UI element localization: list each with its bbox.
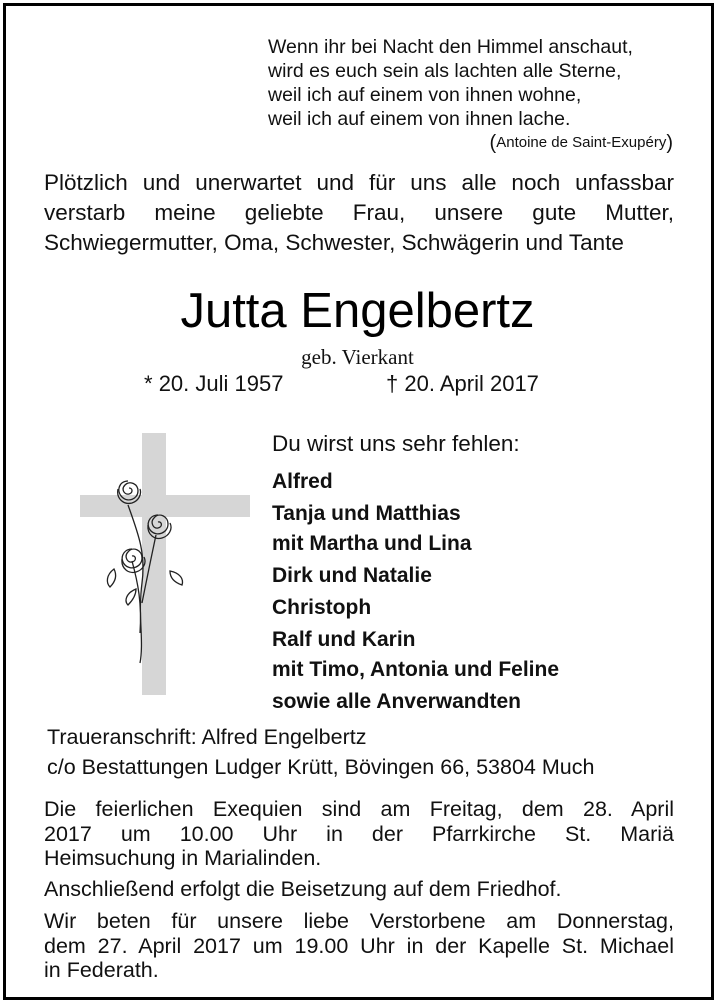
quote-line: Wenn ihr bei Nacht den Himmel anschaut, [268,36,633,58]
service-line: 2017 um 10.00 Uhr in der Pfarrkirche St. Mariä [44,821,674,846]
prayer-line: dem 27. April 2017 um 19.00 Uhr in der Kapelle St. Michael [44,933,674,958]
address-line: c/o Bestattungen Ludger Krütt, Bövingen 66, 53804 Much [47,755,595,779]
burial-paragraph [44,877,674,902]
prayer-paragraph [44,909,674,983]
service-line: Heimsuchung in Marialinden. [44,846,322,870]
quote-block [268,35,633,131]
burial-line: Anschließend erfolgt die Beisetzung auf dem Friedhof. [44,877,562,901]
mourner-name: Tanja und Matthias [272,502,461,525]
service-paragraph [44,797,674,871]
quote-line: weil ich auf einem von ihnen wohne, [268,84,582,106]
mourner-name: Ralf und Karin [272,628,416,651]
mourner-name: Christoph [272,596,372,619]
mourner-name: sowie alle Anverwandten [272,690,521,713]
mourners-heading: Du wirst uns sehr fehlen: [272,431,520,456]
quote-line: weil ich auf einem von ihnen lache. [268,108,571,130]
address-line: Traueranschrift: Alfred Engelbertz [47,725,367,749]
mourning-address [47,722,594,782]
quote-author: Antoine de Saint-Exupéry [496,134,667,151]
maiden-name: geb. Vierkant [301,345,414,369]
prayer-line: in Federath. [44,958,159,982]
death-date: 20. April 2017 [404,371,539,396]
mourner-name: Alfred [272,470,333,493]
quote-attribution: (Antoine de Saint-Exupéry) [489,132,673,154]
death-date-line [386,371,539,397]
quote-line: wird es euch sein als lachten alle Sterne, [268,60,622,82]
cross-with-roses-icon [80,433,250,695]
mourner-name: Dirk und Natalie [272,564,432,587]
intro-line: Schwiegermutter, Oma, Schwester, Schwägerin und Tante [44,230,624,255]
mourners-list [272,467,559,717]
intro-line: Plötzlich und unerwartet und für uns alle noch unfassbar [44,170,674,195]
intro-line: verstarb meine geliebte Frau, unsere gute Mutter, [44,200,674,225]
service-line: Die feierlichen Exequien sind am Freitag, dem 28. April [44,797,674,821]
death-symbol: † [386,371,399,396]
deceased-name: Jutta Engelbertz [180,284,535,338]
prayer-line: Wir beten für unsere liebe Verstorbene am Donnerstag, [44,909,674,933]
mourner-name: mit Timo, Antonia und Feline [272,658,559,681]
birth-date: 20. Juli 1957 [158,371,284,396]
birth-date-line [144,371,283,397]
birth-symbol: * [144,371,153,396]
mourner-name: mit Martha und Lina [272,532,472,555]
intro-text [44,168,674,258]
